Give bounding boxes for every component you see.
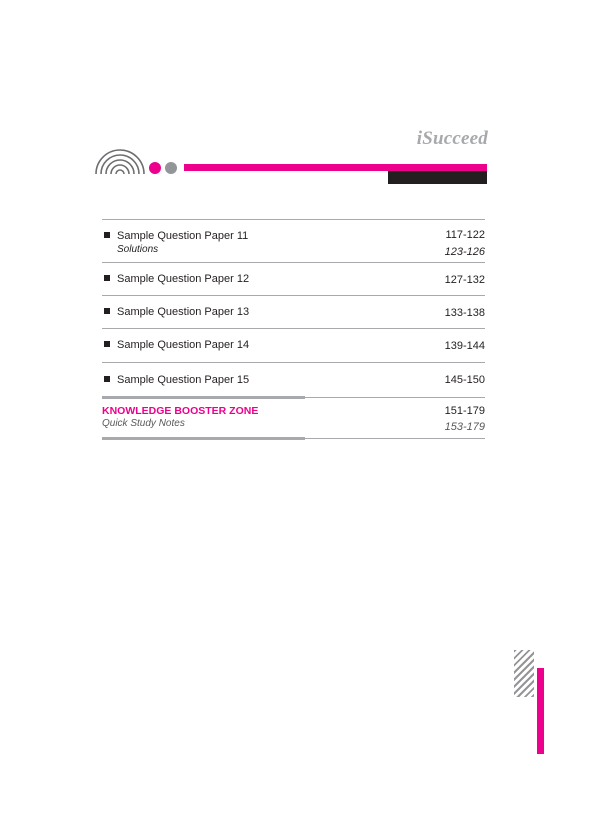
booster-pages: 151-179 (444, 405, 485, 417)
toc-entry-pages: 117-122 (445, 229, 485, 241)
bullet-square (104, 376, 110, 382)
toc-entry-pages: 133-138 (444, 307, 485, 319)
booster-title[interactable]: KNOWLEDGE BOOSTER ZONE (102, 405, 259, 417)
toc-entry-pages: 139-144 (444, 340, 485, 352)
divider (305, 397, 485, 398)
divider (102, 295, 485, 296)
divider (102, 219, 485, 220)
toc-entry[interactable] (104, 374, 249, 386)
toc-entry-title: Sample Question Paper 12 (117, 273, 250, 285)
toc-entry-pages: 145-150 (444, 374, 485, 386)
brand-logo: iSucceed (416, 128, 488, 149)
toc-entry[interactable] (104, 339, 249, 351)
concentric-arcs-decoration (94, 148, 146, 176)
side-pink-bar (537, 668, 544, 754)
toc-entry-title: Sample Question Paper 11 (117, 230, 249, 242)
bullet-square (104, 341, 110, 347)
toc-entry[interactable] (104, 273, 249, 285)
pink-dot (149, 162, 161, 174)
toc-entry[interactable] (104, 306, 249, 318)
divider (102, 328, 485, 329)
header-pink-bar (184, 164, 487, 171)
hatch-decoration (514, 650, 534, 697)
bullet-square (104, 275, 110, 281)
bullet-square (104, 232, 110, 238)
toc-entry-title: Sample Question Paper 15 (117, 374, 250, 386)
section-divider (102, 396, 305, 399)
booster-sub-pages: 153-179 (444, 421, 485, 433)
section-divider (102, 437, 305, 440)
bullet-square (104, 308, 110, 314)
gray-dot (165, 162, 177, 174)
header-black-bar (388, 171, 487, 184)
toc-entry-title: Sample Question Paper 13 (117, 306, 250, 318)
divider (102, 362, 485, 363)
toc-subentry-pages: 123-126 (444, 246, 485, 258)
booster-sub-title[interactable]: Quick Study Notes (102, 418, 185, 429)
divider (102, 262, 485, 263)
toc-entry-pages: 127-132 (444, 274, 485, 286)
divider (305, 438, 485, 439)
toc-entry-title: Sample Question Paper 14 (117, 339, 250, 351)
toc-subentry-title[interactable]: Solutions (117, 244, 159, 255)
toc-entry[interactable] (104, 230, 248, 242)
